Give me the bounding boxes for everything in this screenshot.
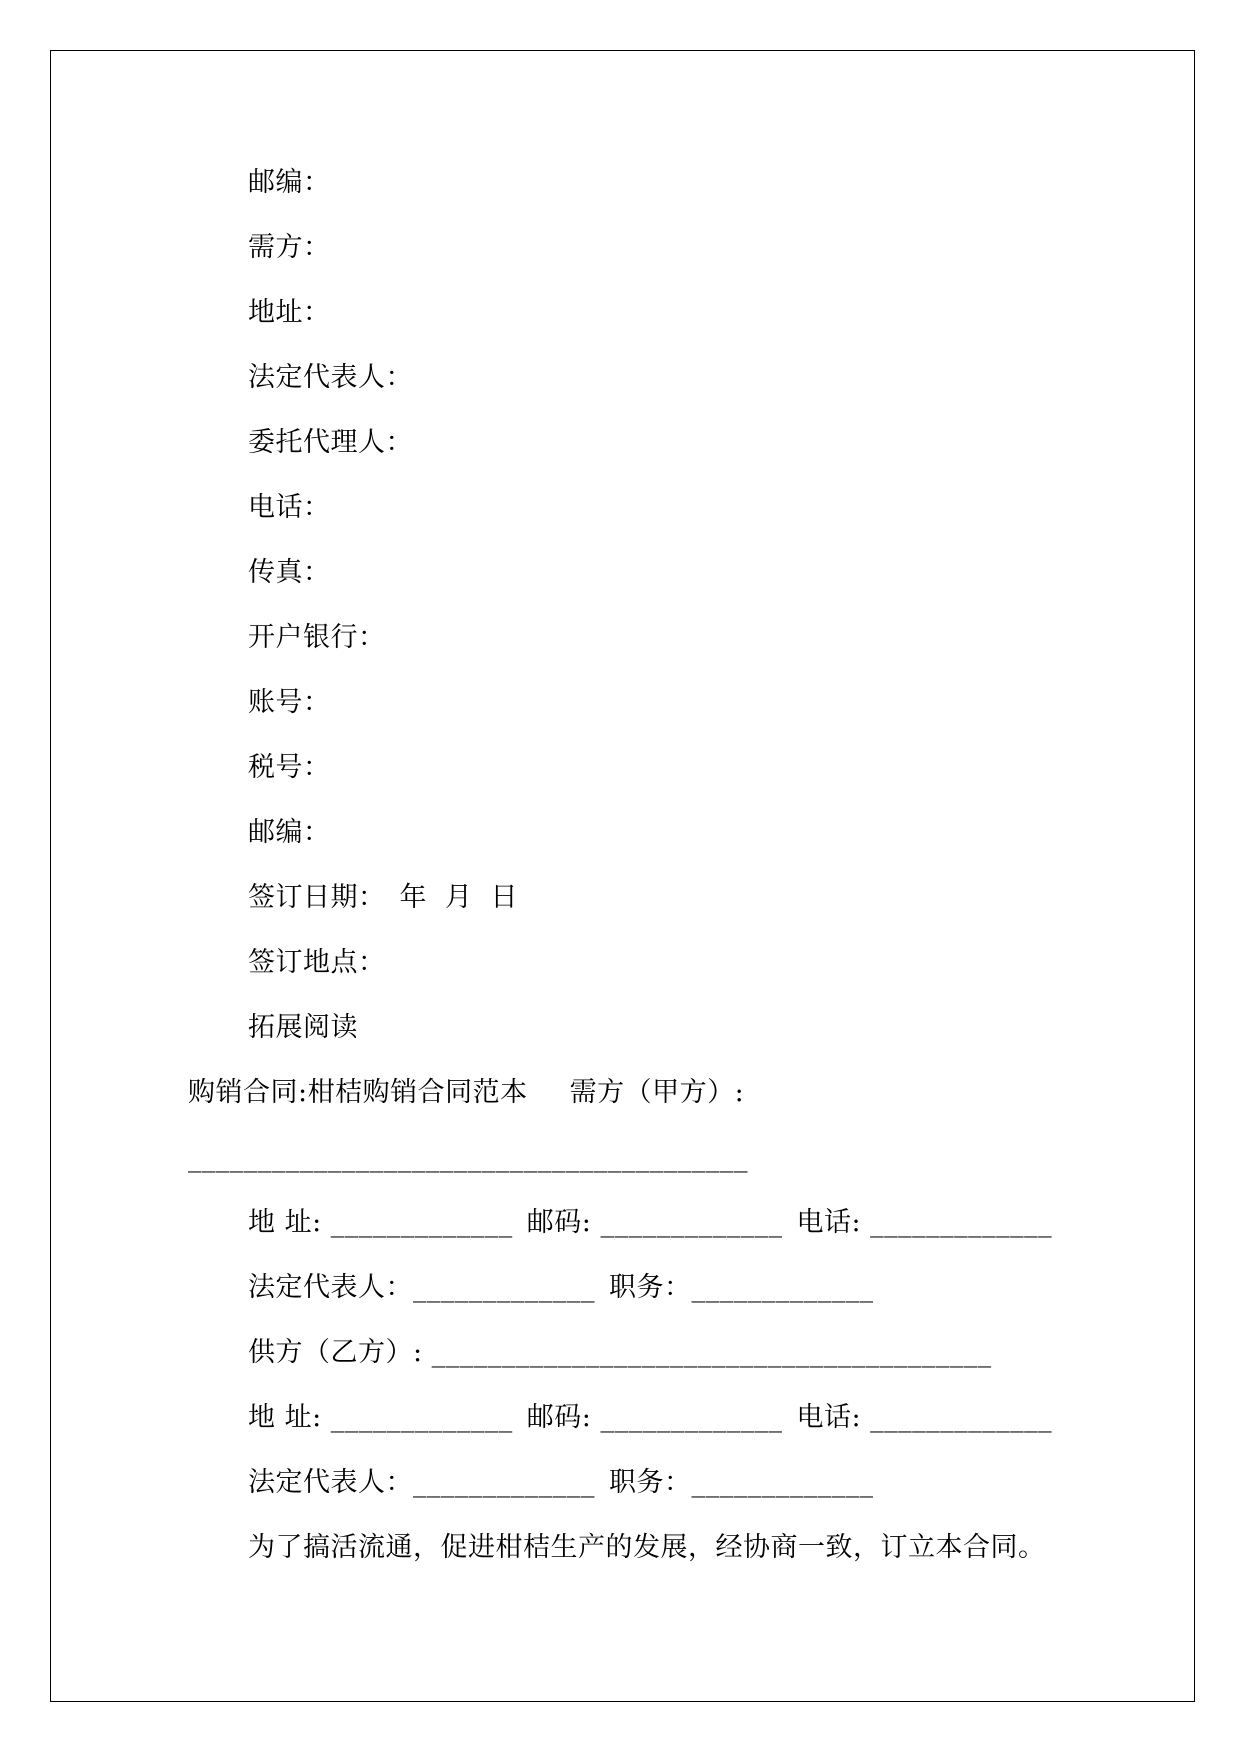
demand-party-line: 需方： [248,232,331,263]
party-b-line: 供方（乙方）: ________________________________________ [248,1337,992,1368]
sign-date-year: 年 [399,882,427,913]
contract-title-line [188,1077,744,1109]
contract-title: 购销合同:柑桔购销合同范本 [188,1077,528,1108]
sign-date-day: 日 [490,882,518,913]
party-b-legal-rep: 法定代表人：_____________ [248,1467,595,1498]
extended-reading-heading: 拓展阅读 [248,1012,358,1043]
party-b-phone: 电话: _____________ [796,1402,1053,1433]
party-b-postcode: 邮码: _____________ [526,1402,783,1433]
postcode-line-2: 邮编： [248,817,331,848]
party-a-rep-line [248,1272,874,1304]
party-a-contact-line [248,1207,1052,1239]
party-a-address: 地 址: _____________ [248,1207,513,1238]
phone-line: 电话： [248,492,331,523]
bank-line: 开户银行： [248,622,386,653]
contract-preamble: 为了搞活流通，促进柑桔生产的发展，经协商一致，订立本合同。 [248,1532,1046,1563]
sign-date-line [248,882,518,914]
legal-rep-line: 法定代表人： [248,362,413,393]
tax-id-line: 税号： [248,752,331,783]
sign-date-label: 签订日期： [248,882,386,913]
party-a-blank: ________________________________________ [188,1142,748,1173]
fax-line: 传真： [248,557,331,588]
account-line: 账号： [248,687,331,718]
party-b-rep-line [248,1467,874,1499]
postcode-line-1: 邮编： [248,167,331,198]
party-b-address: 地 址: _____________ [248,1402,513,1433]
party-a-legal-rep: 法定代表人：_____________ [248,1272,595,1303]
address-line: 地址： [248,297,331,328]
sign-date-month: 月 [445,882,473,913]
party-b-contact-line [248,1402,1052,1434]
party-a-position: 职务：_____________ [609,1272,874,1303]
party-a-label: 需方（甲方）: [569,1077,745,1108]
agent-line: 委托代理人： [248,427,413,458]
party-b-position: 职务：_____________ [609,1467,874,1498]
party-a-phone: 电话: _____________ [796,1207,1053,1238]
party-a-postcode: 邮码: _____________ [526,1207,783,1238]
page-border [50,50,1195,1702]
sign-place-line: 签订地点： [248,947,386,978]
